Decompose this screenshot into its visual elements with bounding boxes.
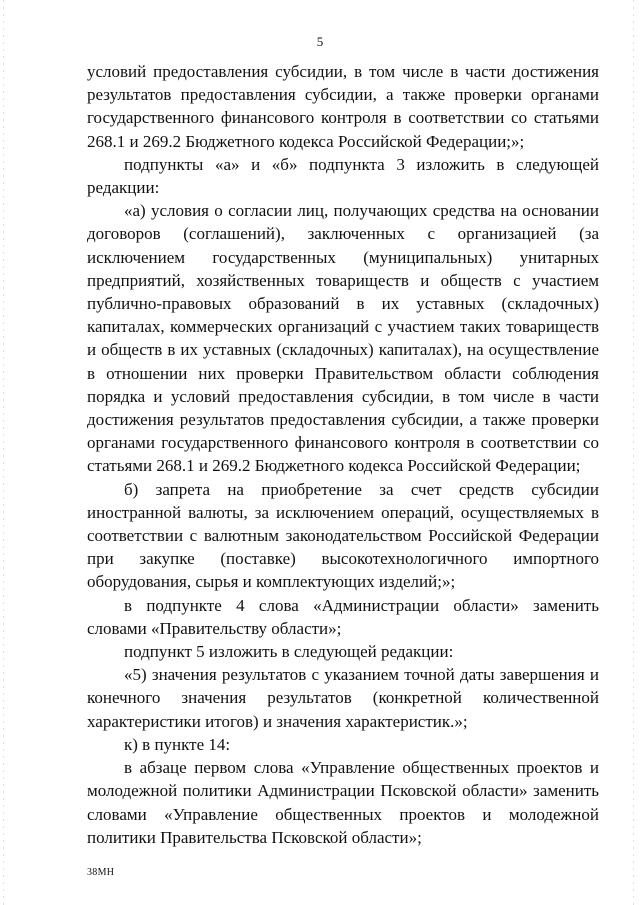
paragraph-subitem-b: б) запрета на приобретение за счет средств субсидии иностранной валюты, за исключением операций, осуществляемых в соответствии с валютным законодательством Российской Федерации при закупке (поставке) высокотехнологичного импортного оборудования, сырья и комплектующих изделий;»;: [87, 479, 599, 592]
page-number: 5: [316, 34, 324, 49]
paragraph-item-k: к) в пункте 14:: [124, 734, 231, 754]
document-body: [87, 60, 599, 849]
paragraph-subitems-intro: подпункты «а» и «б» подпункта 3 изложить в следующей редакции:: [87, 154, 599, 198]
paragraph-first-abzac: в абзаце первом слова «Управление общественных проектов и молодежной политики Администрации Псковской области» заменить словами «Управление общественных проектов и молодежной политики Правительства Псковской области»;: [87, 758, 599, 847]
paragraph-subitem-4: в подпункте 4 слова «Администрации области» заменить словами «Правительству области»;: [87, 595, 599, 638]
paragraph-subitem-5-intro: подпункт 5 изложить в следующей редакции:: [124, 642, 454, 662]
paragraph-subitem-5: «5) значения результатов с указанием точной даты завершения и конечного значения результатов (конкретной количественной характеристики итогов) и значения характеристик.»;: [87, 665, 599, 731]
paragraph-continuation: условий предоставления субсидии, в том числе в части достижения результатов предоставления субсидии, а также проверки органами государственного финансового контроля в соответствии со статьями 268.1 и 269.2 Бюджетного кодекса Российской Федерации;»;: [87, 62, 599, 151]
paragraph-subitem-a: «а) условия о согласии лиц, получающих средства на основании договоров (соглашений), заключенных с организацией (за исключением государственных (муниципальных) унитарных предприятий, хозяйственных товариществ и обществ с участием публично-правовых образований в их уставных (складочных) капиталах, коммерческих организаций с участием таких товариществ и обществ в их уставных (складочных) капиталах), на осуществление в отношении них проверки Правительством области соблюдения порядка и условий предоставления субсидии, в том числе в части достижения результатов предоставления субсидии, а также проверки органами государственного финансового контроля в соответствии со статьями 268.1 и 269.2 Бюджетного кодекса Российской Федерации;: [87, 201, 599, 476]
scan-edge-right: [633, 0, 634, 905]
footer-code: 38МН: [87, 867, 115, 878]
scan-edge-left: [3, 0, 4, 905]
